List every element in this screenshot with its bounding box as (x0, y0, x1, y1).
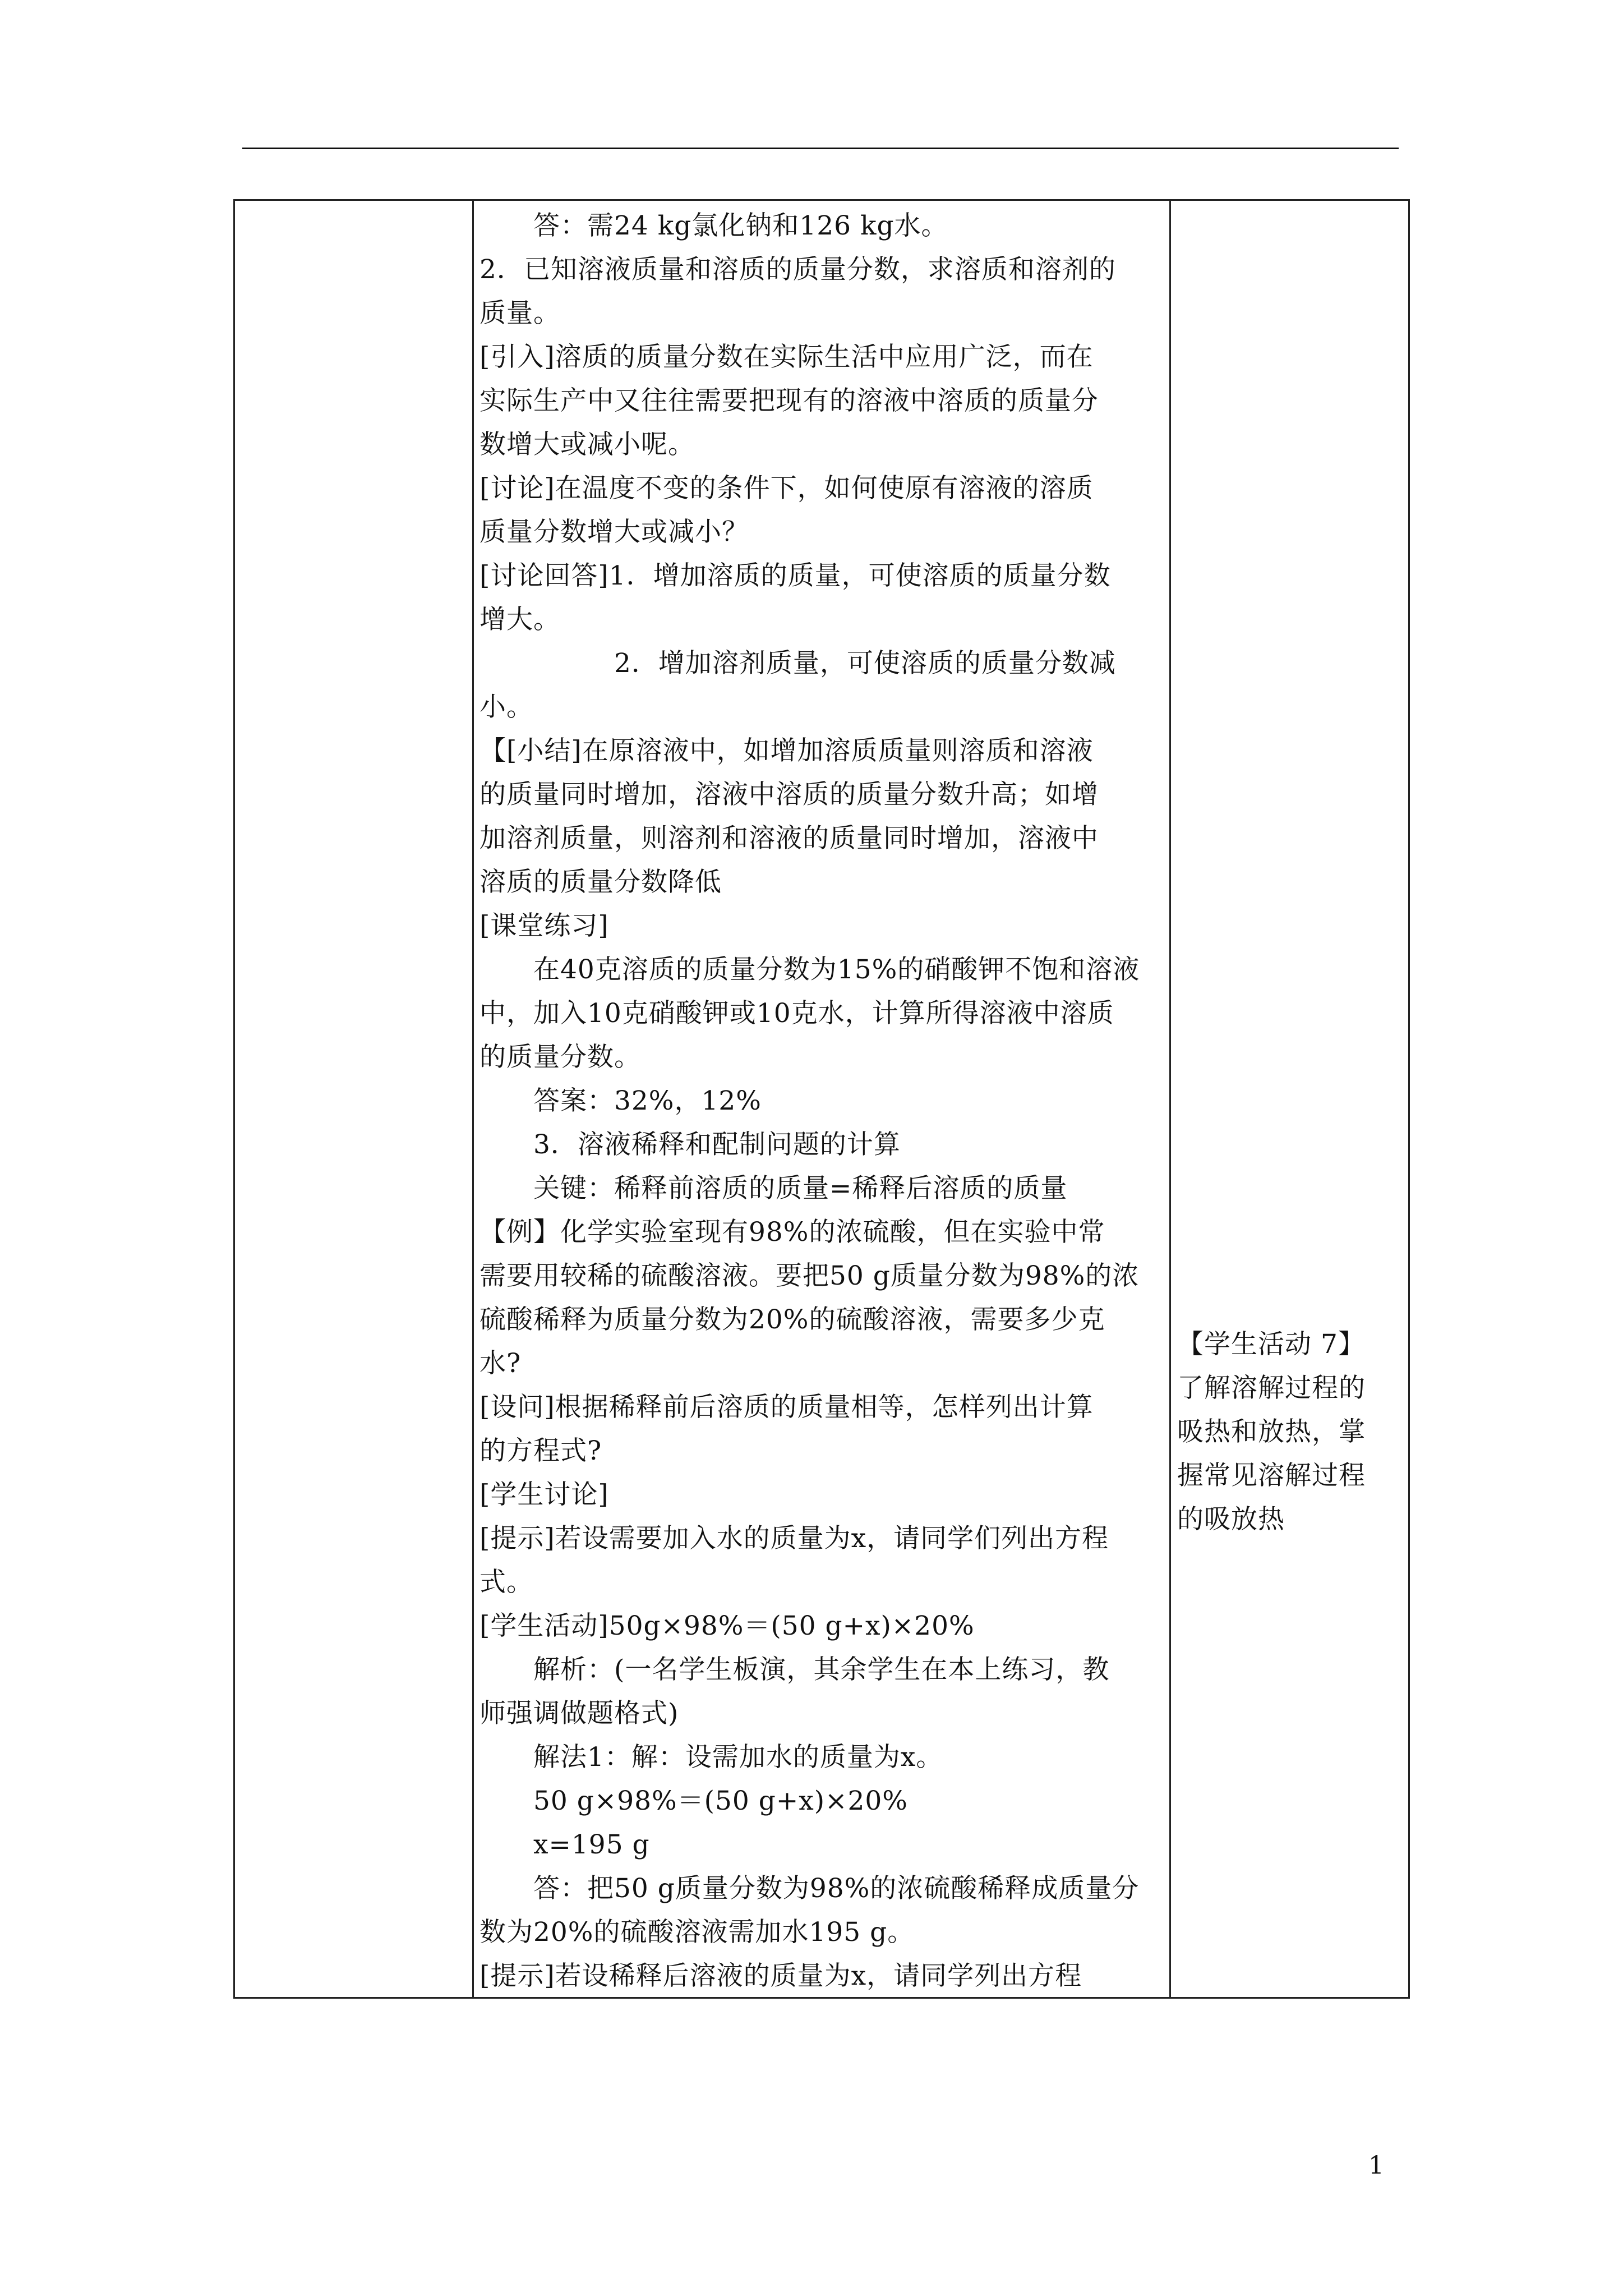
text-line: 需要用较稀的硫酸溶液。要把50 g质量分数为98%的浓 (479, 1260, 1140, 1291)
text-line: 数增大或减小呢。 (479, 429, 695, 460)
text-line: 答案：32%，12% (479, 1085, 762, 1116)
text-line: [课堂练习] (479, 910, 609, 941)
text-line: [引入]溶质的质量分数在实际生活中应用广泛，而在 (479, 342, 1094, 372)
text-line: 式。 (479, 1567, 533, 1598)
text-line: 加溶剂质量，则溶剂和溶液的质量同时增加，溶液中 (479, 823, 1099, 854)
text-line: [学生活动]50g×98%＝(50 g+x)×20% (479, 1611, 975, 1641)
text-line: 数为20%的硫酸溶液需加水195 g。 (479, 1917, 915, 1948)
text-line: 硫酸稀释为质量分数为20%的硫酸溶液，需要多少克 (479, 1304, 1105, 1335)
text-line: [学生讨论] (479, 1479, 609, 1510)
text-line: 的方程式? (479, 1435, 602, 1466)
text-line: 答：需24 kg氯化钠和126 kg水。 (479, 210, 948, 241)
activity-column (1177, 1323, 1401, 1542)
activity-title: 【学生活动 7】 (1177, 1329, 1365, 1360)
text-line: 2．已知溶液质量和溶质的质量分数，求溶质和溶剂的 (479, 254, 1116, 285)
text-line: 关键：稀释前溶质的质量=稀释后溶质的质量 (479, 1173, 1068, 1204)
text-line: 3．溶液稀释和配制问题的计算 (479, 1129, 901, 1160)
text-line: 解法1：解：设需加水的质量为x。 (479, 1742, 943, 1773)
text-line: 水? (479, 1348, 522, 1379)
text-line: [设问]根据稀释前后溶质的质量相等，怎样列出计算 (479, 1392, 1094, 1423)
activity-line: 握常见溶解过程 (1177, 1460, 1366, 1491)
lesson-table (233, 199, 1410, 1999)
activity-line: 了解溶解过程的 (1177, 1373, 1366, 1404)
text-line: 在40克溶质的质量分数为15%的硝酸钾不饱和溶液 (479, 954, 1140, 985)
text-line: 小。 (479, 692, 533, 723)
page-number: 1 (1368, 2151, 1384, 2180)
activity-line: 的吸放热 (1177, 1504, 1285, 1535)
text-line: 师强调做题格式) (479, 1698, 679, 1729)
text-line: 实际生产中又往往需要把现有的溶液中溶质的质量分 (479, 385, 1099, 416)
text-line: 50 g×98%＝(50 g+x)×20% (479, 1786, 908, 1816)
text-line: [提示]若设需要加入水的质量为x，请同学们列出方程 (479, 1523, 1109, 1554)
column-divider-right (1169, 201, 1171, 1997)
text-line: 2．增加溶剂质量，可使溶质的质量分数减 (479, 648, 1116, 679)
text-line: [提示]若设稀释后溶液的质量为x，请同学列出方程 (479, 1961, 1082, 1991)
text-line: 中，加入10克硝酸钾或10克水，计算所得溶液中溶质 (479, 998, 1114, 1029)
text-line: [讨论回答]1．增加溶质的质量，可使溶质的质量分数 (479, 560, 1111, 591)
text-line: 的质量同时增加，溶液中溶质的质量分数升高；如增 (479, 779, 1099, 810)
column-divider-left (472, 201, 474, 1997)
text-line: 的质量分数。 (479, 1042, 641, 1073)
lesson-content-column (479, 201, 1168, 1996)
header-rule (242, 148, 1399, 149)
text-line: 答：把50 g质量分数为98%的浓硫酸稀释成质量分 (479, 1873, 1140, 1904)
text-line: 质量分数增大或减小？ (479, 517, 749, 547)
text-line: [讨论]在温度不变的条件下，如何使原有溶液的溶质 (479, 473, 1094, 504)
activity-line: 吸热和放热，掌 (1177, 1416, 1366, 1447)
text-line: x=195 g (479, 1829, 650, 1860)
text-line: 【[小结]在原溶液中，如增加溶质质量则溶质和溶液 (479, 735, 1094, 766)
text-line: 【例】化学实验室现有98%的浓硫酸，但在实验中常 (479, 1217, 1105, 1248)
text-line: 增大。 (479, 604, 560, 635)
text-line: 溶质的质量分数降低 (479, 867, 722, 898)
text-line: 解析：(一名学生板演，其余学生在本上练习，教 (479, 1654, 1110, 1685)
text-line: 质量。 (479, 298, 560, 329)
